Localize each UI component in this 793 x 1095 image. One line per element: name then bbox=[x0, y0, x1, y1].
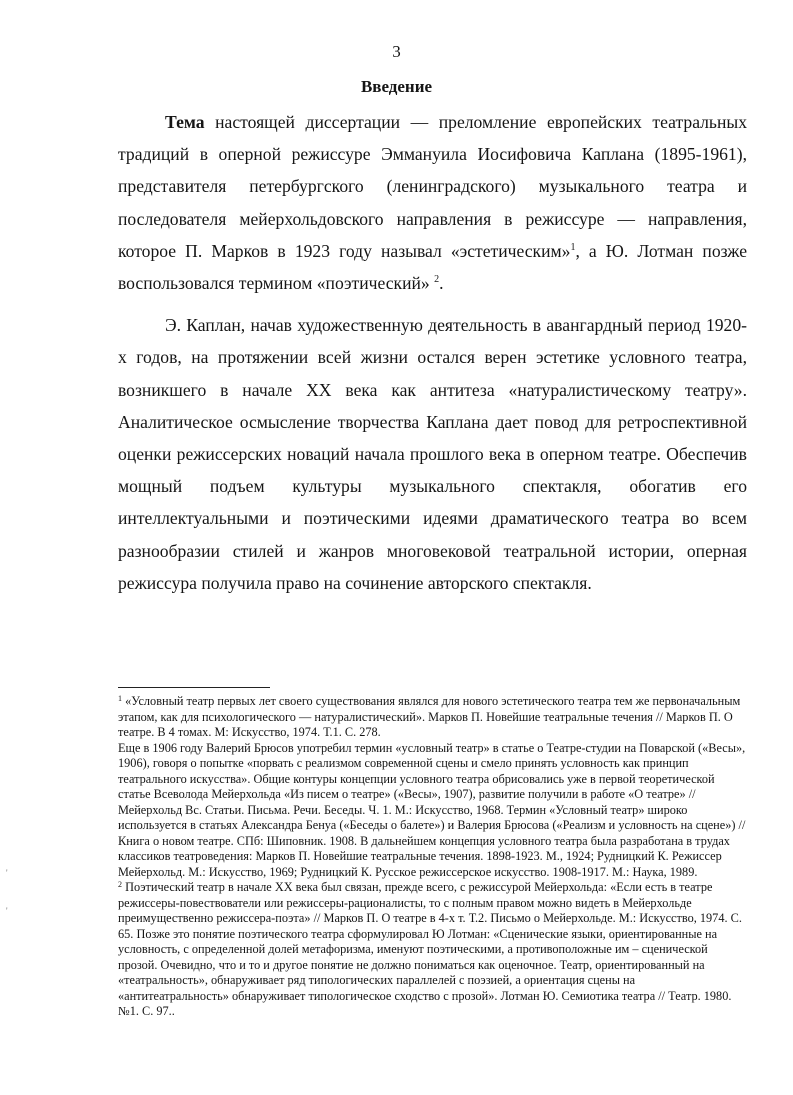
margin-mark: ' bbox=[6, 868, 8, 878]
paragraph-2: Э. Каплан, начав художественную деятельность в авангардный период 1920-х годов, на протяжении всей жизни остался верен эстетике условного театра, возникшего в начале XX века как антитеза «натуралистическому театру». Аналитическое осмысление творчества Каплана дает повод для ретроспективной оценки режиссерских новаций начала прошлого века в оперном театре. Обеспечив мощный подъем культуры музыкального спектакля, обогатив его интеллектуальными и поэтическими идеями драматического театра во всем разнообразии стилей и жанров многовековой театральной истории, оперная режиссура получила право на сочинение авторского спектакля. bbox=[118, 315, 747, 593]
footnote-1-continuation: Еще в 1906 году Валерий Брюсов употребил термин «условный театр» в статье о Театре-студии на Поварской («Весы», 1906), говоря о попытке «порвать с реализмом современной сцены и смело принять условность как принцип театрального искусства». Общие контуры концепции условного театра обрисовались уже в первой теоретической статье Всеволода Мейерхольда «Из писем о театре» («Весы», 1907), развитие получили в работе «О театре» // Мейерхольд Вс. Статьи. Письма. Речи. Беседы. Ч. 1. М.: Искусство, 1968. Термин «Условный театр» широко используется в статьях Александра Бенуа («Беседы о балете») и Валерия Брюсова («Реализм и условность на сцене») // Книга о новом театре. СПб: Шиповник. 1908. В дальнейшем концепция условного театра была разработана в трудах классиков театроведения: Марков П. Новейшие театральные течения. 1898-1923. М., 1924; Рудницкий К. Режиссер Мейерхольд. М.: Искусство, 1969; Рудницкий К. Русское режиссерское искусство. 1908-1917. М.: Наука, 1989. bbox=[118, 740, 746, 879]
page-number: 3 bbox=[392, 42, 401, 61]
margin-mark: ' bbox=[6, 906, 8, 916]
section-heading: Введение bbox=[360, 77, 433, 96]
footnote-2-mark: 2 bbox=[118, 880, 122, 889]
paragraph-1-text-c: . bbox=[439, 273, 444, 294]
topic-term: Тема bbox=[165, 112, 205, 132]
footnote-1-text: «Условный театр первых лет своего существования являлся для нового эстетического театра тем же первоначальным этапом, как для психологического — натуралистический». Марков П. Новейшие театральные течения // Марков П. О театре. В 4 томах. М: Искусство, 1974. Т.1. С. 278. bbox=[118, 694, 741, 739]
main-text bbox=[118, 106, 747, 599]
footnote-2-text: Поэтический театр в начале XX века был связан, прежде всего, с режиссурой Мейерхольда: «Если есть в театре режиссеры-повествователи или режиссеры-рационалисты, то с полным правом можно видеть в Мейерхольде преимущественно режиссера-поэта» // Марков П. О театре в 4-х т. Т.2. Письмо о Мейерхольде. М.: Искусство, 1974. С. 65. Позже это понятие поэтического театра сформулировал Ю Лотман: «Сценические языки, ориентированные на условность, с определенной долей метафоризма, именуют поэтическими, а противоположные им – сценической прозой. Очевидно, что и то и другое понятие не должно пониматься как оценочное. Театр, ориентированный на «театральность», обнаруживает ряд типологических параллелей с поэзией, а ориентация сцены на «антитеатральность» обнаруживает типологическое сходство с прозой». Лотман Ю. Семиотика театра // Театр. 1980. №1. С. 97.. bbox=[118, 880, 742, 1018]
footnote-ref-2: 2 bbox=[434, 274, 440, 286]
footnote-1 bbox=[118, 694, 748, 741]
footnotes bbox=[118, 694, 748, 1020]
paragraph-1-text-a: настоящей диссертации — преломление европейских театральных традиций в оперной режиссуре Эммануила Иосифовича Каплана (1895-1961), представителя петербургского (ленинградского) музыкального театра и последователя мейерхольдовского направления в режиссуре — направления, которое П. Марков в 1923 году называл «эстетическим» bbox=[118, 112, 747, 261]
paragraph-1 bbox=[118, 106, 747, 299]
footnote-ref-1: 1 bbox=[570, 241, 576, 253]
footnote-2 bbox=[118, 880, 748, 1020]
paragraph-1-text-b: , а Ю. Лотман позже воспользовался термином «поэтический» bbox=[118, 240, 747, 294]
footnote-1-mark: 1 bbox=[118, 694, 122, 703]
footnote-divider bbox=[118, 687, 270, 688]
